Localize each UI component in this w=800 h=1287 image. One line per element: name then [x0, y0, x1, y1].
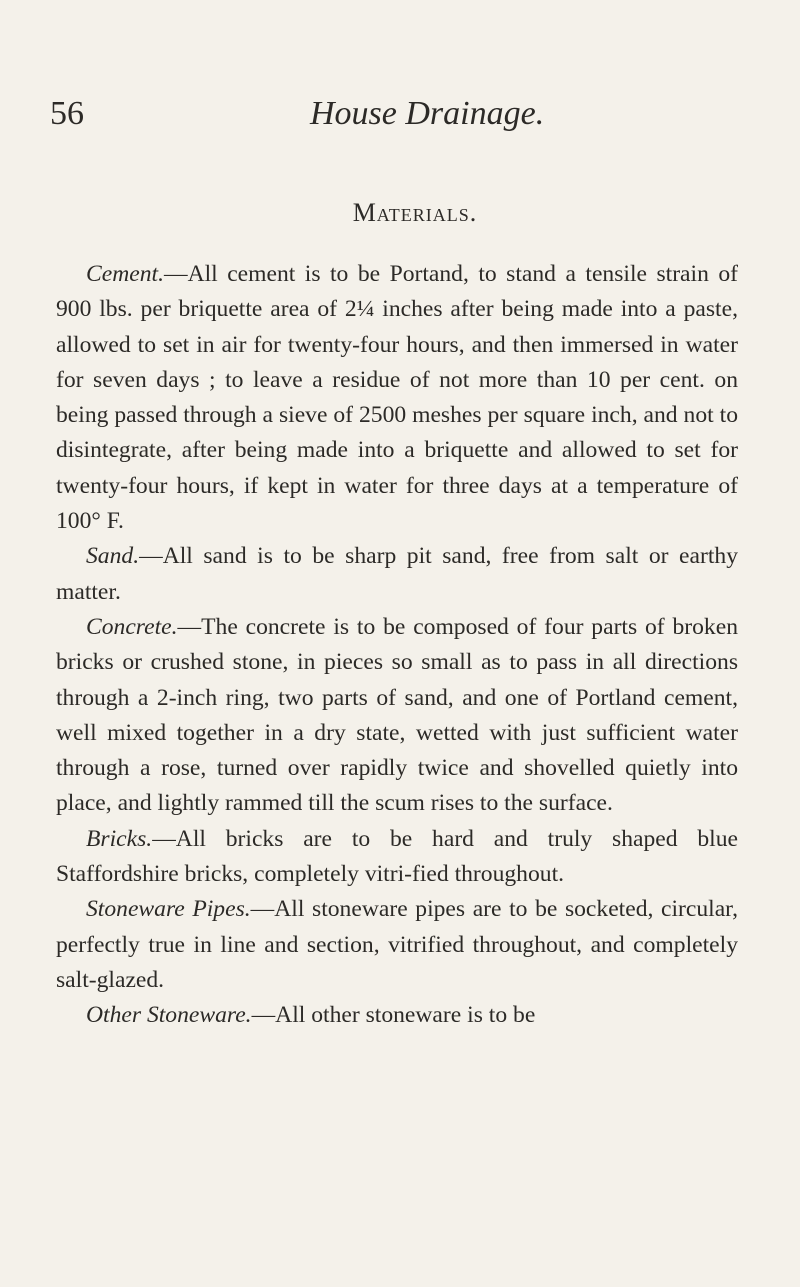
paragraph-text: —All sand is to be sharp pit sand, free from salt or earthy matter.	[56, 543, 738, 605]
paragraph-text: —All stoneware pipes are to be socketed, circular, perfectly true in line and section, vitrified throughout, and completely salt-glazed.	[56, 896, 738, 993]
page-number: 56	[50, 95, 84, 132]
paragraph-sand	[56, 539, 738, 610]
paragraph-stoneware-pipes	[56, 892, 738, 998]
paragraph-text: —All other stoneware is to be	[251, 1002, 536, 1029]
term-sand: Sand.	[86, 543, 140, 570]
term-concrete: Concrete.	[86, 613, 178, 640]
term-cement: Cement.	[86, 261, 164, 287]
running-title: House Drainage.	[310, 95, 545, 132]
body-text	[56, 257, 738, 1034]
paragraph-text: —All bricks are to be hard and truly shaped blue Staffordshire bricks, completely vitri-fied throughout.	[56, 825, 738, 888]
paragraph-other-stoneware	[56, 998, 738, 1033]
term-bricks: Bricks.	[86, 825, 153, 852]
running-head	[50, 92, 740, 142]
paragraph-bricks	[56, 822, 738, 893]
term-stoneware-pipes: Stoneware Pipes.	[86, 896, 251, 923]
section-heading: Materials.	[352, 198, 478, 227]
paragraph-text: —All cement is to be Portand, to stand a tensile strain of 900 lbs. per briquette area of 2¼ inches after being made into a paste, allowed to set in air for twenty-four hours, and then immersed in water for seven days ; to leave a residue of not more than 10 per cent. on being passed through a sieve of 2500 meshes per square inch, and not to disintegrate, after being made into a briquette and allowed to set for twenty-four hours, if kept in water for three days at a temperature of 100° F.	[56, 261, 738, 535]
paragraph-text: —The concrete is to be composed of four parts of broken bricks or crushed stone, in pieces so small as to pass in all directions through a 2-inch ring, two parts of sand, and one of Portland cement, well mixed together in a dry state, wetted with just sufficient water through a rose, turned over rapidly twice and shovelled quietly into place, and lightly rammed till the scum rises to the surface.	[56, 613, 738, 817]
term-other-stoneware: Other Stoneware.	[86, 1002, 252, 1029]
paragraph-concrete	[56, 610, 738, 822]
paragraph-cement	[56, 257, 738, 539]
